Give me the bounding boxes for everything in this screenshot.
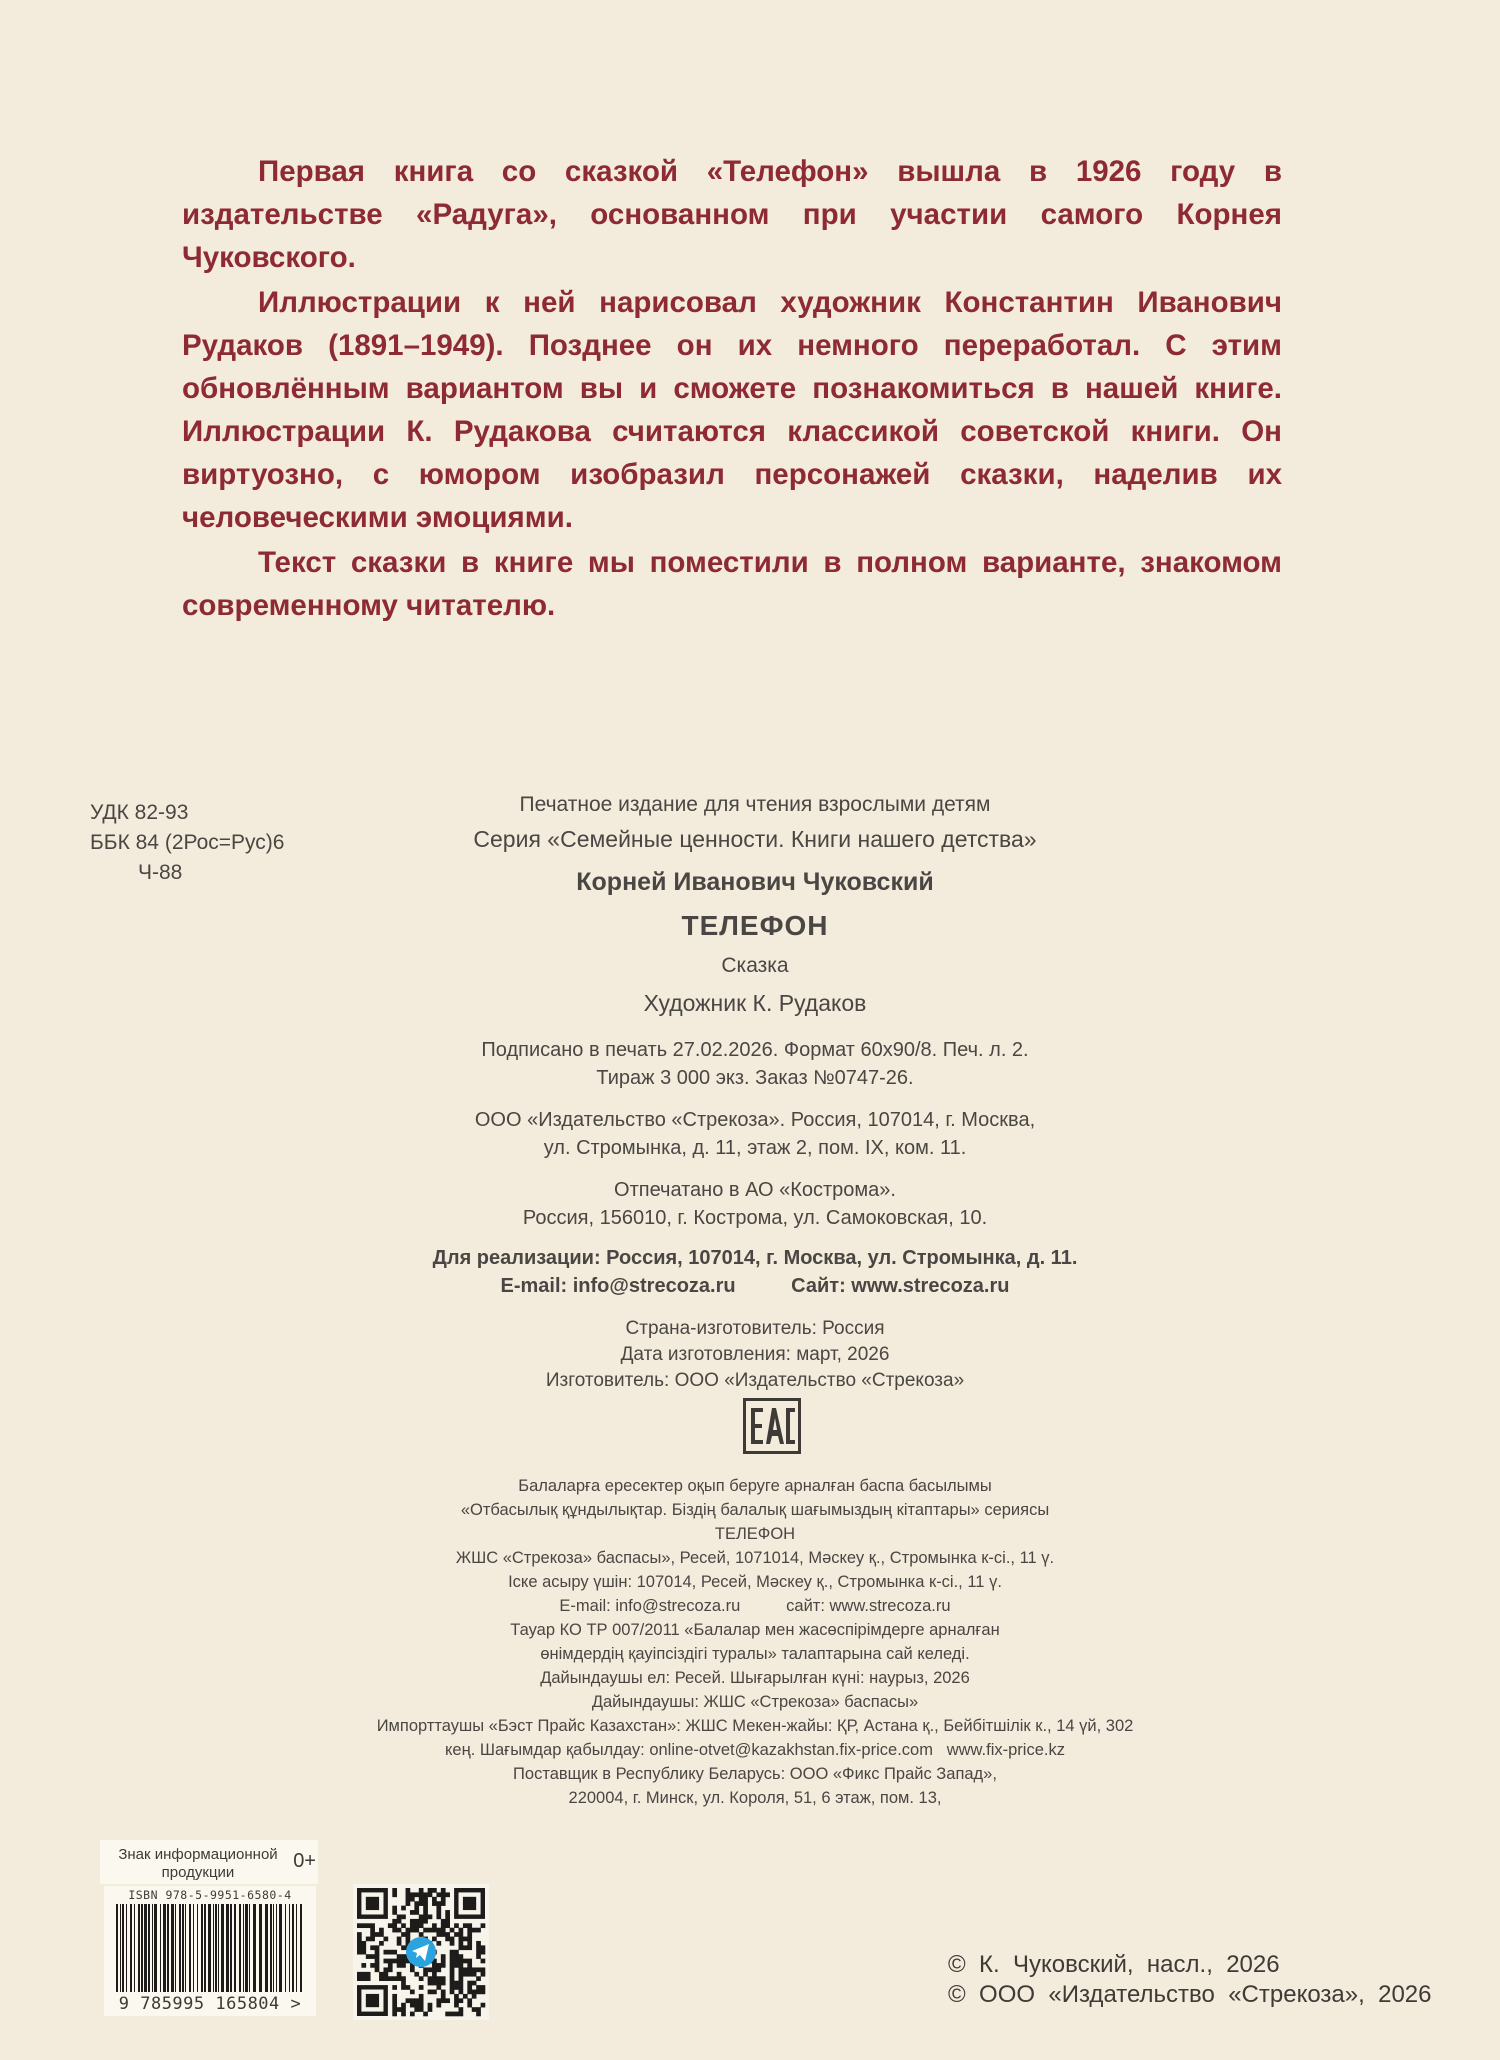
intro-text	[182, 150, 1282, 629]
manufacturer-info	[300, 1316, 1210, 1394]
bbk-code: ББК 84 (2Рос=Рус)6	[90, 831, 285, 854]
barcode	[104, 1886, 316, 2016]
copyright-line: © К. Чуковский, насл., 2026	[948, 1951, 1280, 1978]
publisher-line: ул. Стромынка, д. 11, этаж 2, пом. IX, ком. 11.	[543, 1137, 967, 1159]
qr-code-icon[interactable]	[353, 1884, 489, 2020]
kz-line: E-mail: info@strecoza.ru сайт: www.strecoza.ru	[559, 1597, 951, 1615]
print-line: Тираж 3 000 экз. Заказ №0747-26.	[596, 1067, 914, 1089]
sales-address	[300, 1244, 1210, 1272]
udk-code: УДК 82-93	[90, 801, 189, 824]
book-title: ТЕЛЕФОН	[681, 910, 829, 941]
intro-paragraph: Первая книга со сказкой «Телефон» вышла в 1926 году в издательстве «Радуга», основанном при участии самого Корнея Чуковского.	[182, 155, 1282, 274]
kz-line: кең. Шағымдар қабылдау: online-otvet@kazakhstan.fix-price.com www.fix-price.kz	[445, 1741, 1065, 1759]
kz-line: Дайындаушы: ЖШС «Стрекоза» баспасы»	[591, 1693, 919, 1711]
print-details	[300, 1036, 1210, 1092]
age-rating: 0+	[293, 1850, 316, 1872]
publisher-line: ООО «Издательство «Стрекоза». Россия, 107014, г. Москва,	[474, 1109, 1036, 1131]
kz-line: Балаларға ересектер оқып беруге арналған баспа басылымы	[518, 1477, 992, 1495]
printer-line: Отпечатано в АО «Кострома».	[614, 1179, 896, 1201]
kz-line: Іске асыру үшін: 107014, Ресей, Мәскеу қ., Стромынка к-сі., 11 ү.	[508, 1573, 1002, 1591]
kz-line: өнімдердің қауіпсіздігі туралы» талаптарына сай келеді.	[540, 1645, 970, 1663]
kz-line: Тауар КО ТР 007/2011 «Балалар мен жасөспірімдерге арналған	[510, 1621, 1000, 1639]
print-line: Подписано в печать 27.02.2026. Формат 60x90/8. Печ. л. 2.	[481, 1039, 1029, 1061]
kz-line: 220004, г. Минск, ул. Короля, 51, 6 этаж, пом. 13,	[568, 1789, 942, 1807]
barcode-digits: 9 785995 165804 >	[118, 1994, 302, 2014]
isbn-text: ISBN 978-5-9951-6580-4	[128, 1888, 292, 1902]
kz-line: ТЕЛЕФОН	[714, 1525, 796, 1543]
author-mark: Ч-88	[138, 861, 183, 884]
audience-note: Печатное издание для чтения взрослыми детям	[519, 793, 991, 816]
intro-paragraph: Текст сказки в книге мы поместили в полном варианте, знакомом современному читателю.	[182, 546, 1282, 622]
kz-line: ЖШС «Стрекоза» баспасы», Ресей, 1071014, Мәскеу қ., Стромынка к-сі., 11 ү.	[455, 1549, 1055, 1567]
copyright-block	[948, 1950, 1432, 2010]
contact-line: E-mail: info@strecoza.ru Сайт: www.strecoza.ru	[500, 1275, 1010, 1297]
kz-line: Дайындаушы ел: Ресей. Шығарылған күні: наурыз, 2026	[540, 1669, 970, 1687]
copyright-line: © ООО «Издательство «Стрекоза», 2026	[948, 1981, 1432, 2008]
intro-paragraph: Иллюстрации к ней нарисовал художник Константин Иванович Рудаков (1891–1949). Позднее он их немного переработал. С этим обновлённым вариантом вы и сможете познакомиться в нашей книге. Иллюстрации К. Рудакова считаются классикой советской книги. Он виртуозно, с юмором изобразил персонажей сказки, наделив их человеческими эмоциями.	[182, 286, 1282, 534]
country-line: Страна-изготовитель: Россия	[625, 1318, 885, 1339]
artist-name: Художник К. Рудаков	[643, 990, 867, 1016]
kazakh-imprint	[300, 1474, 1210, 1810]
info-sign-label: Знак информационной продукции	[118, 1846, 278, 1881]
info-product-sign	[100, 1840, 318, 1884]
classification-codes	[90, 798, 284, 888]
series-name: Серия «Семейные ценности. Книги нашего детства»	[473, 826, 1037, 852]
author-name: Корней Иванович Чуковский	[576, 868, 934, 896]
genre: Сказка	[721, 954, 789, 977]
publisher-address	[300, 1106, 1210, 1162]
manufacturer-line: Изготовитель: ООО «Издательство «Стрекоза»	[545, 1370, 965, 1391]
kz-line: «Отбасылық құндылықтар. Біздің балалық шағымыздың кітаптары» сериясы	[460, 1501, 1050, 1519]
eac-mark-icon	[743, 1398, 801, 1454]
printer-line: Россия, 156010, г. Кострома, ул. Самоковская, 10.	[522, 1207, 988, 1229]
imprint-block	[300, 790, 1210, 1394]
kz-line: Поставщик в Республику Беларусь: ООО «Фикс Прайс Запад»,	[513, 1765, 997, 1783]
printer-address	[300, 1176, 1210, 1232]
kz-line: Импорттаушы «Бэст Прайс Казахстан»: ЖШС Мекен-жайы: ҚР, Астана қ., Бейбітшілік к., 14 үй, 302	[376, 1717, 1134, 1735]
barcode-bars-icon	[116, 1904, 304, 1992]
sales-line: Для реализации: Россия, 107014, г. Москва, ул. Стромынка, д. 11.	[432, 1247, 1078, 1269]
date-line: Дата изготовления: март, 2026	[620, 1344, 890, 1365]
